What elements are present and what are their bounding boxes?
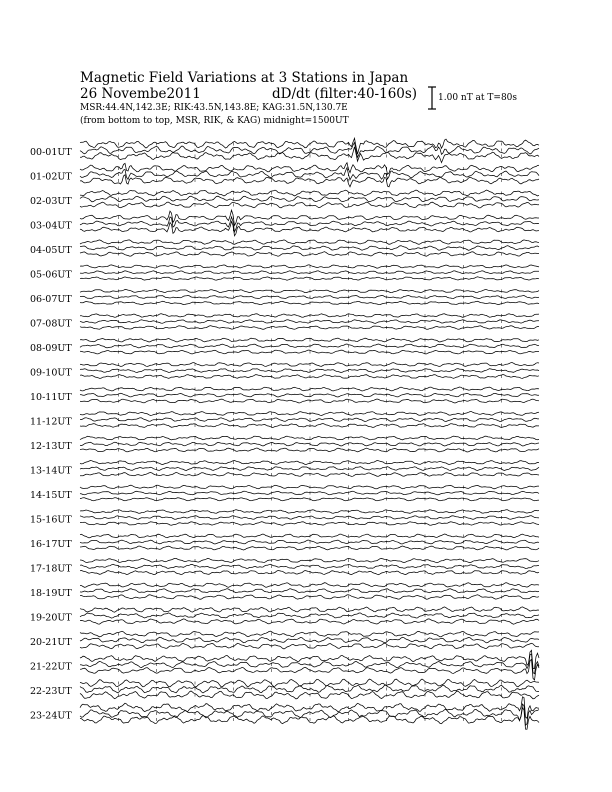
hour-label: 09-10UT bbox=[30, 367, 72, 379]
hour-label: 15-16UT bbox=[30, 514, 72, 526]
hour-label: 17-18UT bbox=[30, 563, 72, 575]
minute-ticks bbox=[118, 143, 501, 146]
trace-msr-23-24UT bbox=[80, 708, 539, 730]
trace-kag-13-14UT bbox=[80, 461, 539, 465]
hour-label: 19-20UT bbox=[30, 612, 72, 624]
trace-rik-07-08UT bbox=[80, 320, 539, 324]
trace-msr-02-03UT bbox=[80, 202, 539, 208]
hour-label: 23-24UT bbox=[30, 710, 72, 722]
trace-kag-01-02UT bbox=[80, 163, 539, 175]
minute-ticks bbox=[118, 516, 501, 519]
trace-rik-14-15UT bbox=[80, 491, 539, 495]
trace-kag-07-08UT bbox=[80, 314, 539, 318]
trace-rik-19-20UT bbox=[80, 613, 539, 618]
trace-msr-21-22UT bbox=[80, 659, 539, 680]
trace-kag-06-07UT bbox=[80, 290, 539, 293]
trace-msr-06-07UT bbox=[80, 301, 539, 304]
trace-rik-13-14UT bbox=[80, 467, 539, 471]
trace-kag-12-13UT bbox=[80, 436, 539, 440]
trace-rik-06-07UT bbox=[80, 296, 539, 299]
trace-rik-01-02UT bbox=[80, 168, 539, 180]
trace-rik-11-12UT bbox=[80, 418, 539, 422]
minute-ticks bbox=[118, 688, 501, 691]
trace-kag-00-01UT bbox=[80, 138, 539, 154]
hour-label: 22-23UT bbox=[30, 686, 72, 697]
component-label: dD/dt (filter:40-160s) bbox=[272, 86, 418, 102]
hour-label: 21-22UT bbox=[30, 661, 72, 673]
minute-ticks bbox=[118, 449, 501, 452]
trace-msr-17-18UT bbox=[80, 571, 539, 575]
hour-label: 08-09UT bbox=[30, 343, 72, 354]
trace-msr-12-13UT bbox=[80, 448, 539, 452]
trace-kag-08-09UT bbox=[80, 338, 539, 342]
trace-msr-14-15UT bbox=[80, 498, 539, 501]
trace-kag-10-11UT bbox=[80, 387, 539, 391]
trace-msr-15-16UT bbox=[80, 522, 539, 526]
trace-msr-10-11UT bbox=[80, 399, 539, 403]
trace-msr-20-21UT bbox=[80, 643, 539, 649]
trace-msr-11-12UT bbox=[80, 424, 539, 428]
trace-kag-03-04UT bbox=[80, 210, 539, 225]
trace-kag-23-24UT bbox=[80, 697, 539, 719]
trace-msr-09-10UT bbox=[80, 375, 539, 379]
minute-ticks bbox=[118, 467, 501, 470]
scale-bar-label: 1.00 nT at T=80s bbox=[438, 93, 518, 103]
hour-label: 10-11UT bbox=[30, 392, 72, 403]
station-coordinates: MSR:44.4N,142.3E; RIK:43.5N,143.8E; KAG:31.5N,130.7E bbox=[80, 103, 348, 113]
trace-msr-19-20UT bbox=[80, 619, 539, 624]
hour-label: 07-08UT bbox=[30, 318, 72, 330]
trace-rik-10-11UT bbox=[80, 393, 539, 397]
trace-kag-05-06UT bbox=[80, 265, 539, 268]
trace-rik-04-05UT bbox=[80, 246, 539, 251]
trace-rik-16-17UT bbox=[80, 540, 539, 544]
hour-label: 13-14UT bbox=[30, 465, 72, 477]
hour-label: 05-06UT bbox=[30, 269, 72, 281]
hour-label: 11-12UT bbox=[30, 416, 72, 428]
trace-kag-02-03UT bbox=[80, 190, 539, 196]
trace-msr-04-05UT bbox=[80, 252, 539, 257]
trace-kag-17-18UT bbox=[80, 558, 539, 562]
minute-ticks bbox=[118, 608, 501, 611]
trace-rik-18-19UT bbox=[80, 589, 539, 593]
trace-rik-21-22UT bbox=[80, 654, 539, 674]
trace-rik-12-13UT bbox=[80, 442, 539, 446]
trace-kag-15-16UT bbox=[80, 510, 539, 514]
chart-date: 26 Novembe2011 bbox=[80, 86, 201, 102]
trace-msr-05-06UT bbox=[80, 277, 539, 280]
trace-msr-01-02UT bbox=[80, 175, 539, 187]
chart-title: Magnetic Field Variations at 3 Stations in Japan bbox=[80, 70, 409, 86]
trace-kag-11-12UT bbox=[80, 412, 539, 416]
hour-label: 12-13UT bbox=[30, 441, 72, 452]
trace-msr-13-14UT bbox=[80, 473, 539, 477]
trace-rik-22-23UT bbox=[80, 685, 539, 693]
trace-msr-07-08UT bbox=[80, 326, 539, 330]
hour-label: 18-19UT bbox=[30, 588, 72, 599]
trace-rik-09-10UT bbox=[80, 369, 539, 373]
hour-label: 16-17UT bbox=[30, 539, 72, 550]
hour-label: 04-05UT bbox=[30, 245, 72, 256]
minute-ticks bbox=[118, 712, 501, 715]
minute-ticks bbox=[118, 296, 501, 299]
minute-ticks bbox=[118, 718, 501, 721]
trace-kag-21-22UT bbox=[80, 650, 539, 668]
minute-ticks bbox=[118, 253, 501, 256]
hour-label: 03-04UT bbox=[30, 220, 72, 232]
trace-msr-18-19UT bbox=[80, 595, 539, 600]
trace-rik-15-16UT bbox=[80, 516, 539, 520]
trace-rik-08-09UT bbox=[80, 344, 539, 348]
trace-rik-02-03UT bbox=[80, 196, 539, 202]
trace-kag-16-17UT bbox=[80, 534, 539, 538]
trace-msr-00-01UT bbox=[80, 147, 539, 163]
trace-kag-18-19UT bbox=[80, 583, 539, 588]
hour-label: 20-21UT bbox=[30, 637, 72, 648]
trace-kag-09-10UT bbox=[80, 363, 539, 367]
hour-label: 14-15UT bbox=[30, 490, 72, 501]
trace-msr-08-09UT bbox=[80, 350, 539, 354]
trace-rik-17-18UT bbox=[80, 564, 539, 568]
station-order-note: (from bottom to top, MSR, RIK, & KAG) midnight=1500UT bbox=[80, 116, 349, 126]
trace-kag-19-20UT bbox=[80, 607, 539, 612]
hour-label: 06-07UT bbox=[30, 294, 72, 305]
minute-ticks bbox=[118, 167, 501, 170]
trace-rik-20-21UT bbox=[80, 637, 539, 643]
scale-bar bbox=[428, 87, 436, 109]
trace-kag-04-05UT bbox=[80, 240, 539, 245]
hour-label: 00-01UT bbox=[30, 147, 72, 158]
trace-rik-05-06UT bbox=[80, 271, 539, 274]
trace-kag-14-15UT bbox=[80, 485, 539, 489]
hour-label: 01-02UT bbox=[30, 171, 72, 183]
trace-msr-03-04UT bbox=[80, 222, 539, 236]
trace-msr-22-23UT bbox=[80, 691, 539, 699]
trace-rik-00-01UT bbox=[80, 142, 539, 157]
trace-kag-20-21UT bbox=[80, 631, 539, 637]
trace-msr-16-17UT bbox=[80, 546, 539, 550]
hour-label: 02-03UT bbox=[30, 196, 72, 207]
